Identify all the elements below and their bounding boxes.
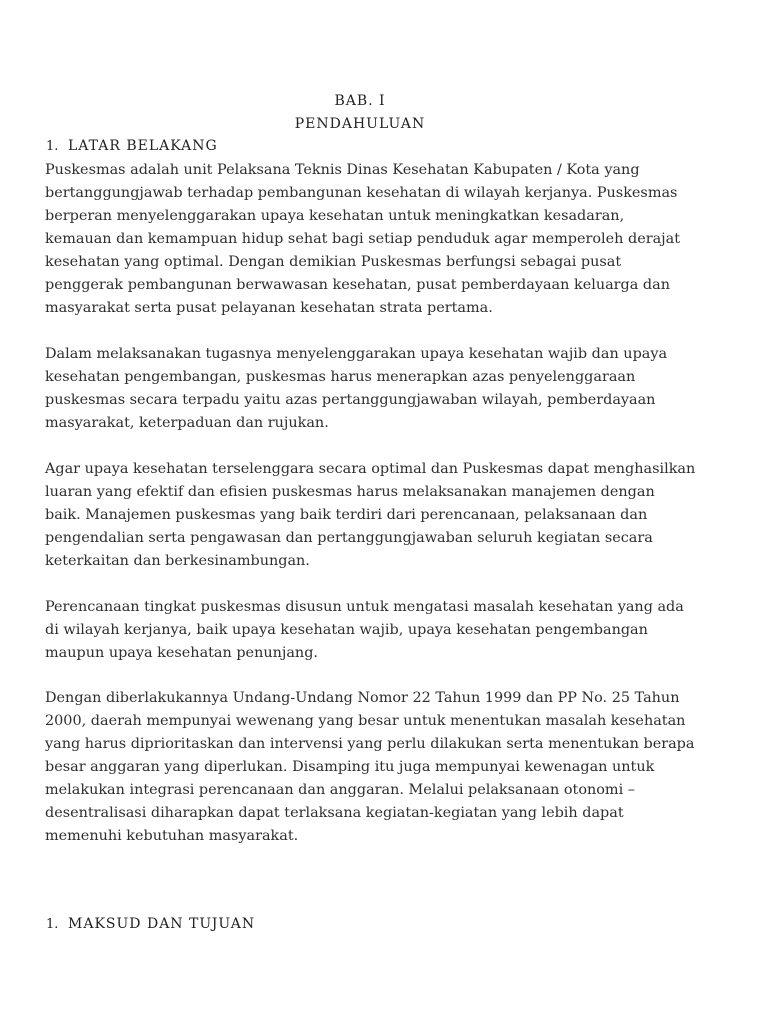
chapter-title: PENDAHULUAN [294, 116, 426, 132]
paragraph-line: besar anggaran yang diperlukan. Disamping itu juga mempunyai kewenagan untuk [45, 759, 655, 775]
section-number: 1. [46, 139, 59, 154]
paragraph-line: desentralisasi diharapkan dapat terlaksana kegiatan-kegiatan yang lebih dapat [45, 805, 624, 821]
paragraph-line: berperan menyelenggarakan upaya kesehatan untuk meningkatkan kesadaran, [45, 208, 625, 224]
paragraph-line: yang harus diprioritaskan dan intervensi yang perlu dilakukan serta menentukan berapa [45, 736, 695, 752]
paragraph-line: pengendalian serta pengawasan dan pertanggungjawaban seluruh kegiatan secara [45, 530, 653, 546]
paragraph-line: masyarakat, keterpaduan dan rujukan. [45, 415, 329, 431]
chapter-number: BAB. I [334, 93, 386, 109]
section-heading-latar-belakang [46, 138, 218, 154]
paragraph-line: Dalam melaksanakan tugasnya menyelenggarakan upaya kesehatan wajib dan upaya [45, 346, 668, 362]
paragraph-5 [45, 687, 695, 848]
section-heading-maksud-dan-tujuan [46, 916, 255, 932]
paragraph-3 [45, 458, 696, 573]
paragraph-line: Dengan diberlakukannya Undang-Undang Nomor 22 Tahun 1999 dan PP No. 25 Tahun [45, 690, 680, 706]
section-title: MAKSUD DAN TUJUAN [68, 916, 256, 932]
paragraph-line: masyarakat serta pusat pelayanan kesehatan strata pertama. [45, 300, 493, 316]
paragraph-2 [45, 343, 685, 435]
paragraph-line: 2000, daerah mempunyai wewenang yang besar untuk menentukan masalah kesehatan [45, 713, 686, 729]
paragraph-line: baik. Manajemen puskesmas yang baik terdiri dari perencanaan, pelaksanaan dan [45, 507, 648, 523]
paragraph-line: kesehatan yang optimal. Dengan demikian Puskesmas berfungsi sebagai pusat [45, 254, 622, 270]
section-number: 1. [46, 917, 59, 932]
paragraph-line: memenuhi kebutuhan masyarakat. [45, 828, 299, 844]
paragraph-1 [45, 159, 685, 320]
paragraph-line: melakukan integrasi perencanaan dan anggaran. Melalui pelaksanaan otonomi – [45, 782, 635, 798]
paragraph-line: keterkaitan dan berkesinambungan. [45, 553, 310, 569]
paragraph-4 [45, 596, 685, 665]
paragraph-line: kemauan dan kemampuan hidup sehat bagi setiap penduduk agar memperoleh derajat [45, 231, 681, 247]
paragraph-line: penggerak pembangunan berwawasan kesehatan, pusat pemberdayaan keluarga dan [45, 277, 670, 293]
paragraph-line: luaran yang efektif dan efisien puskesmas harus melaksanakan manajemen dengan [45, 484, 655, 500]
paragraph-line: maupun upaya kesehatan penunjang. [45, 645, 318, 661]
section-title: LATAR BELAKANG [68, 138, 218, 154]
paragraph-line: puskesmas secara terpadu yaitu azas pertanggungjawaban wilayah, pemberdayaan [45, 392, 656, 408]
paragraph-line: Agar upaya kesehatan terselenggara secara optimal dan Puskesmas dapat menghasilkan [45, 461, 696, 477]
paragraph-line: Perencanaan tingkat puskesmas disusun untuk mengatasi masalah kesehatan yang ada [45, 599, 684, 615]
paragraph-line: di wilayah kerjanya, baik upaya kesehatan wajib, upaya kesehatan pengembangan [45, 622, 648, 638]
paragraph-line: kesehatan pengembangan, puskesmas harus menerapkan azas penyelenggaraan [45, 369, 636, 385]
paragraph-line: Puskesmas adalah unit Pelaksana Teknis Dinas Kesehatan Kabupaten / Kota yang [45, 162, 640, 178]
paragraph-line: bertanggungjawab terhadap pembangunan kesehatan di wilayah kerjanya. Puskesmas [45, 185, 678, 201]
